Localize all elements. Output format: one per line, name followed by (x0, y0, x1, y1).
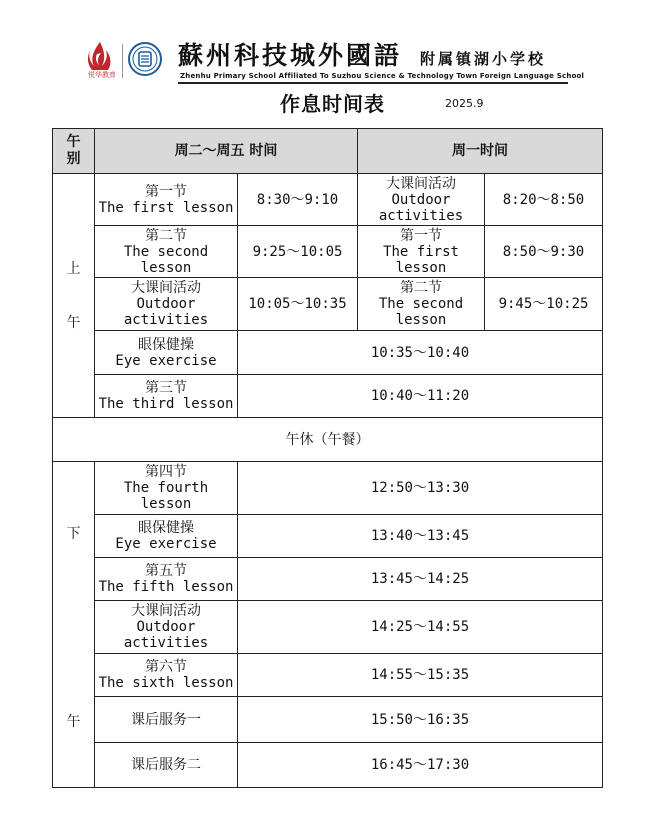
lesson-en: Outdoor activities (123, 296, 209, 328)
afternoon-label-2: 午 (66, 714, 81, 730)
lesson-en: Outdoor activities (123, 619, 209, 651)
lesson-en: The first lesson (98, 199, 234, 216)
lesson-time: 9:25～10:05 (238, 226, 358, 278)
morning-label-2: 午 (66, 314, 81, 331)
lesson-time: 12:50～13:30 (238, 462, 603, 515)
lesson-time: 10:35～10:40 (238, 331, 603, 375)
afternoon-label (53, 462, 95, 788)
lesson-cell (95, 375, 238, 418)
header-period: 午别 (53, 129, 95, 174)
header-monday: 周一时间 (358, 129, 603, 174)
school-name-cn-suffix: 附属镇湖小学校 (420, 50, 547, 68)
table-row (53, 331, 603, 375)
lesson-en: Eye exercise (115, 536, 217, 552)
school-header (84, 40, 585, 86)
lesson-cell (95, 278, 238, 331)
mon-lesson-time: 9:45～10:25 (485, 278, 603, 331)
lesson-cn: 大课间活动 (131, 280, 201, 296)
lesson-cn: 眼保健操 (138, 336, 194, 353)
schedule-table (52, 128, 603, 788)
lesson-time: 14:55～15:35 (238, 654, 603, 697)
mon-lesson-time: 8:50～9:30 (485, 226, 603, 278)
lesson-cell (95, 601, 238, 654)
lesson-cn: 眼保健操 (138, 520, 194, 536)
lesson-en: The second lesson (123, 243, 209, 276)
table-header-row (53, 129, 603, 174)
header-tue-fri: 周二～周五 时间 (95, 129, 358, 174)
table-row (53, 654, 603, 697)
lesson-cn: 第二节 (145, 227, 187, 244)
lesson-cn: 第六节 (145, 659, 187, 675)
lesson-time: 13:45～14:25 (238, 558, 603, 601)
table-row (53, 743, 603, 788)
mon-lesson-cell (358, 278, 485, 331)
logo-caption: 悦华教育 (88, 71, 116, 79)
table-row (53, 375, 603, 418)
lesson-cn: 课后服务一 (131, 711, 201, 728)
lesson-cn: 第一节 (400, 227, 442, 244)
page-title: 作息时间表 (280, 92, 385, 116)
table-row (53, 601, 603, 654)
lesson-cell (95, 226, 238, 278)
lesson-en: The second lesson (378, 296, 464, 328)
table-row (53, 278, 603, 331)
logo-divider (122, 44, 123, 78)
lesson-time: 8:30～9:10 (238, 174, 358, 226)
lesson-time: 10:05～10:35 (238, 278, 358, 331)
lesson-cell (95, 515, 238, 558)
lesson-time: 10:40～11:20 (238, 375, 603, 418)
morning-label-1: 上 (66, 260, 81, 277)
lesson-cn: 大课间活动 (131, 603, 201, 619)
school-name-en: Zhenhu Primary School Affiliated To Suzhou Science & Technology Town Foreign Language School (180, 72, 585, 80)
lesson-cell (95, 654, 238, 697)
lesson-cell (95, 558, 238, 601)
noon-break-row (53, 418, 603, 462)
noon-break: 午休（午餐） (53, 418, 603, 462)
header-rule (178, 82, 568, 84)
mon-lesson-cell (358, 174, 485, 226)
lesson-cn: 大课间活动 (386, 175, 456, 192)
table-row (53, 174, 603, 226)
lesson-cell (95, 743, 238, 788)
lesson-time: 16:45～17:30 (238, 743, 603, 788)
lesson-en: The sixth lesson (98, 675, 234, 691)
table-row (53, 697, 603, 743)
lesson-cell (95, 462, 238, 515)
morning-label (53, 174, 95, 418)
lesson-cn: 第四节 (145, 464, 187, 480)
mon-lesson-cell (358, 226, 485, 278)
lesson-cell (95, 174, 238, 226)
lesson-cn: 第一节 (145, 183, 187, 200)
lesson-en: The fourth lesson (123, 480, 209, 512)
lesson-cn: 第三节 (145, 380, 187, 396)
lesson-en: The third lesson (98, 396, 234, 412)
afternoon-label-1: 下 (66, 526, 81, 542)
lesson-time: 14:25～14:55 (238, 601, 603, 654)
lesson-cn: 第五节 (145, 563, 187, 579)
table-row (53, 226, 603, 278)
lesson-en: The first lesson (383, 243, 459, 276)
mon-lesson-time: 8:20～8:50 (485, 174, 603, 226)
table-row (53, 558, 603, 601)
lesson-en: Eye exercise (115, 352, 217, 369)
lesson-cn: 第二节 (400, 280, 442, 296)
lesson-en: Outdoor activities (378, 191, 464, 224)
table-row (53, 515, 603, 558)
lesson-en: The fifth lesson (98, 579, 234, 595)
lesson-cell (95, 331, 238, 375)
schedule-date: 2025.9 (445, 97, 484, 110)
lesson-cn: 课后服务二 (131, 757, 201, 773)
lesson-time: 13:40～13:45 (238, 515, 603, 558)
school-emblem-icon (128, 42, 162, 76)
table-row (53, 462, 603, 515)
school-name-cn: 蘇州科技城外國語 (178, 41, 403, 70)
lesson-cell (95, 697, 238, 743)
lesson-time: 15:50～16:35 (238, 697, 603, 743)
